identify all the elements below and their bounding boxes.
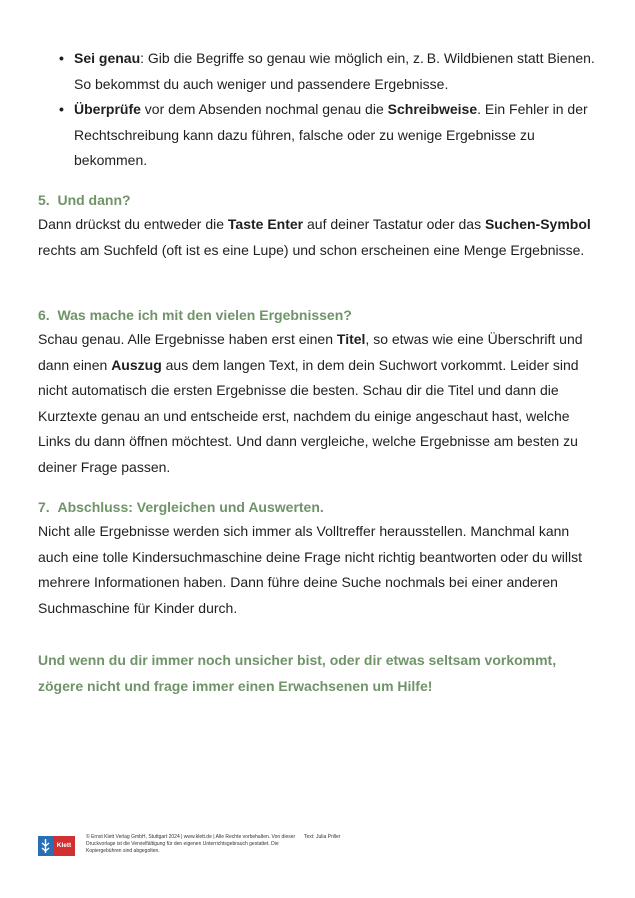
logo-mark-icon <box>38 836 53 856</box>
section-6-text <box>38 327 598 481</box>
bold-term: Suchen-Symbol <box>484 216 591 232</box>
bold-term: Auszug <box>111 356 162 373</box>
tips-list <box>56 46 604 174</box>
copyright-text: © Ernst Klett Verlag GmbH, Stuttgart 2024 | www.klett.de | Alle Rechte vorbehalten. Von dieser Druckvorlage ist die Vervielfältigung für den eigenen Unterrichtsgebrauch gestattet. Die Kopiergebühren sind abgegolten. <box>86 834 296 854</box>
section-7-heading: 7. Abschluss: Vergleichen und Auswerten. <box>38 499 324 515</box>
bullet-bold: Schreibweise <box>387 101 478 118</box>
bullet-label: Überprüfe <box>74 101 141 118</box>
bold-term: Titel <box>336 331 366 347</box>
bullet-icon: • <box>59 101 64 118</box>
klett-logo <box>38 836 75 856</box>
footer <box>38 834 598 858</box>
paragraph-text: Dann drückst du entweder die <box>38 216 228 232</box>
paragraph-text: , so etwas wie eine Überschrift und dann einen <box>38 331 583 373</box>
list-item <box>56 97 604 174</box>
section-5-heading: 5. Und dann? <box>38 192 131 208</box>
bullet-icon: • <box>59 50 64 66</box>
paragraph-text: auf deiner Tastatur oder das <box>303 216 485 232</box>
bullet-text: . Ein Fehler in der Rechtschreibung kann dazu führen, falsche oder zu wenige Ergebnisse zu bekommen. <box>74 101 588 169</box>
section-5-text <box>38 212 598 263</box>
paragraph-text: rechts am Suchfeld (oft ist es eine Lupe) und schon erscheinen eine Menge Ergebnisse. <box>38 241 585 258</box>
closing-note: Und wenn du dir immer noch unsicher bist, oder dir etwas seltsam vorkommt, zögere nicht und frage immer einen Erwachsenen um Hilfe! <box>38 652 557 694</box>
section-7-text: Nicht alle Ergebnisse werden sich immer als Volltreffer herausstellen. Manchmal kann auch eine tolle Kindersuchmaschine deine Frage nicht richtig beantworten oder du willst mehrere Informationen haben. Dann führe deine Suche nochmals bei einer anderen Suchmaschine für Kinder durch. <box>38 523 582 616</box>
logo-wordmark: Klett <box>53 836 75 856</box>
bullet-text: vor dem Absenden nochmal genau die <box>140 101 388 118</box>
author-credit: Text: Julia Priller <box>304 834 341 840</box>
bullet-text: : Gib die Begriffe so genau wie möglich ein, z. B. Wildbienen statt Bienen. So bekommst du auch weniger und passendere Ergebnisse. <box>74 50 595 92</box>
bullet-label: Sei genau <box>74 50 141 66</box>
paragraph-text: Schau genau. Alle Ergebnisse haben erst einen <box>38 331 337 347</box>
list-item <box>56 46 604 97</box>
paragraph-text: aus dem langen Text, in dem dein Suchwort vorkommt. Leider sind nicht automatisch die ersten Ergebnisse die besten. Schau dir die Titel und dann die Kurztexte genau an und entscheide erst, nachdem du einige angeschaut hast, welche Links du dann öffnen möchtest. Und dann vergleiche, welche Ergebnisse am besten zu deiner Frage passen. <box>38 356 579 475</box>
bold-term: Taste Enter <box>227 216 304 232</box>
section-6-heading: 6. Was mache ich mit den vielen Ergebnissen? <box>38 307 352 323</box>
